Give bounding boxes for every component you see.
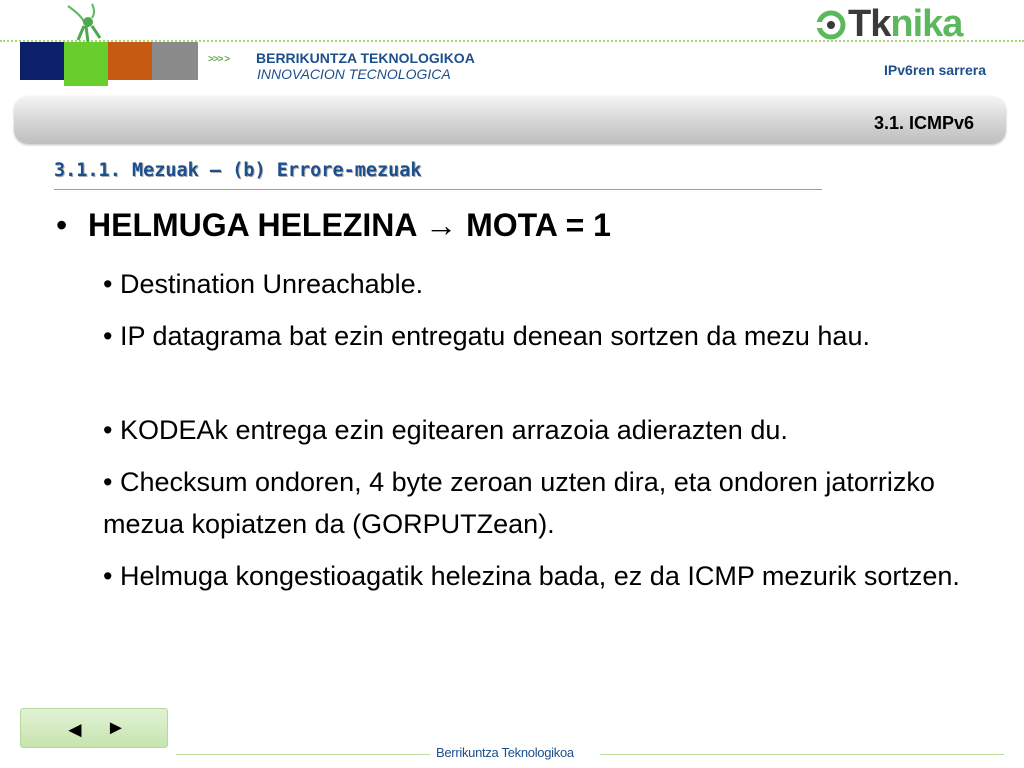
- section-bar: [14, 96, 1006, 144]
- sub-bullet-4: • Checksum ondoren, 4 byte zeroan uzten dira, eta ondoren jatorrizko mezua kopiatzen da (GORPUTZean).: [103, 467, 935, 539]
- tknika-logo-text: Tknika: [848, 3, 963, 45]
- brand-main-text: BERRIKUNTZA TEKNOLOGIKOA: [256, 50, 475, 66]
- sub-bullet-2: • IP datagrama bat ezin entregatu denean sortzen da mezu hau.: [103, 321, 870, 351]
- nav-panel: [20, 708, 168, 748]
- main-bullet-text: HELMUGA HELEZINA → MOTA = 1: [88, 207, 611, 243]
- heading-underline: [54, 189, 822, 190]
- brand-arrows: >>> >: [208, 54, 230, 65]
- presentation-subtitle: IPv6ren sarrera: [884, 62, 986, 78]
- bullet-marker: •: [56, 207, 68, 243]
- brand-square-orange: [108, 42, 152, 80]
- brand-sub-text: INNOVACION TECNOLOGICA: [257, 66, 451, 82]
- footer-rule-right: [600, 754, 1004, 755]
- brand-square-navy: [20, 42, 64, 80]
- dancer-logo-icon: [62, 2, 110, 44]
- next-slide-arrow-icon[interactable]: ►: [106, 717, 126, 739]
- footer-rule-left: [176, 754, 430, 755]
- sub-bullet-3: • KODEAk entrega ezin egitearen arrazoia adierazten du.: [103, 415, 788, 445]
- tknika-logo-icon: [816, 10, 846, 40]
- sub-bullet-1: • Destination Unreachable.: [103, 269, 424, 299]
- slide-heading: 3.1.1. Mezuak – (b) Errore-mezuak: [54, 160, 422, 181]
- brand-square-green: [64, 42, 108, 86]
- previous-slide-arrow-icon[interactable]: ◄: [64, 717, 86, 742]
- brand-square-gray: [152, 42, 198, 80]
- sub-bullet-5: • Helmuga kongestioagatik helezina bada, ez da ICMP mezurik sortzen.: [103, 561, 960, 591]
- section-title: 3.1. ICMPv6: [873, 113, 974, 133]
- footer-text: Berrikuntza Teknologikoa: [436, 745, 574, 760]
